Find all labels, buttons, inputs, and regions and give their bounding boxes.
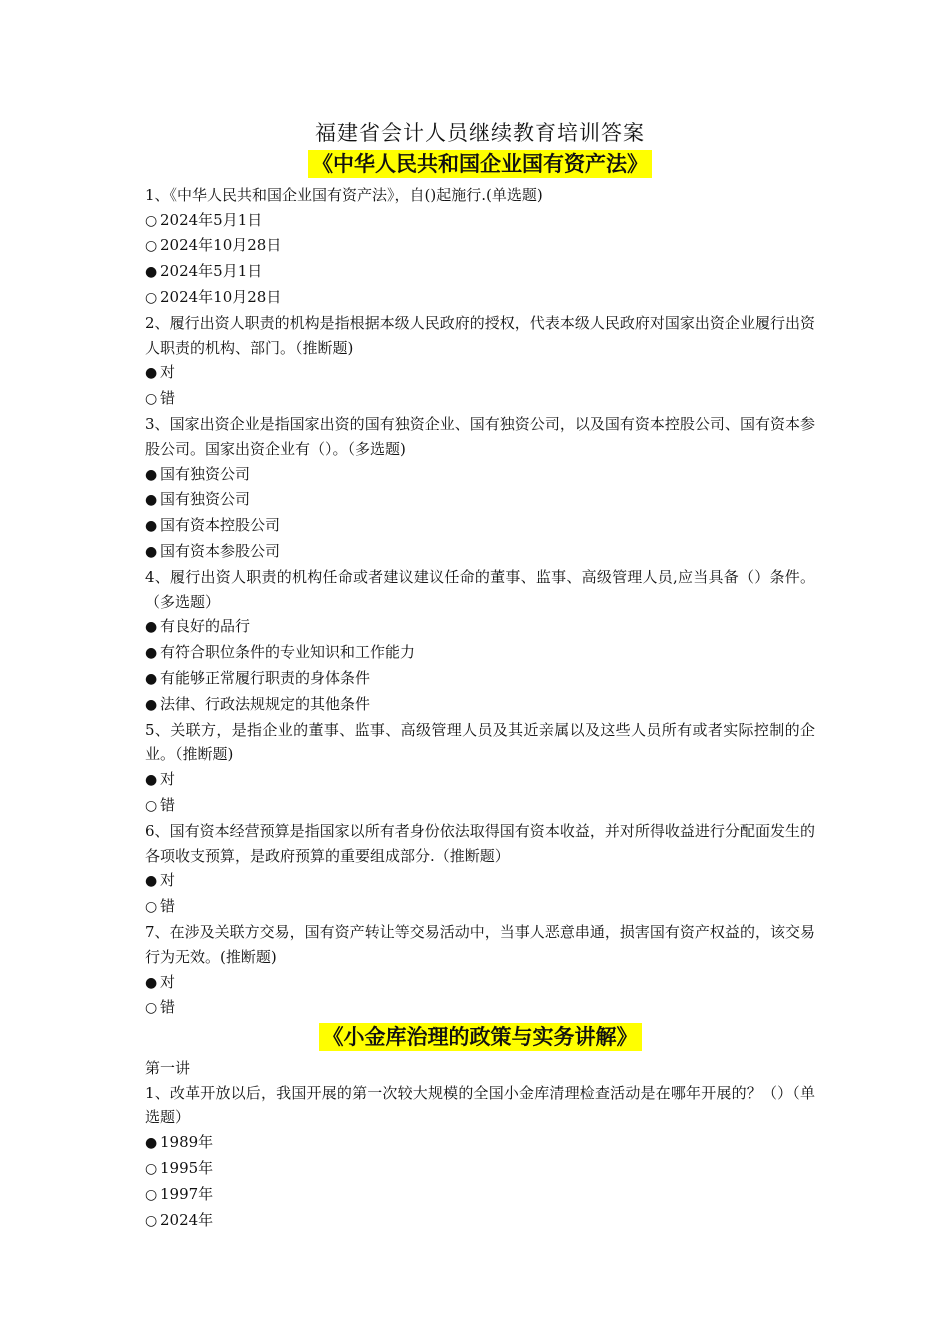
section-title: 《小金库治理的政策与实务讲解》 <box>319 1023 642 1051</box>
answer-option <box>145 1130 815 1156</box>
answer-option <box>145 868 815 894</box>
section-title-wrap <box>145 1023 815 1052</box>
answer-option-label: 错 <box>160 897 176 916</box>
answer-option-label: 对 <box>160 871 176 890</box>
answer-option-label: 2024年10月28日 <box>160 236 282 255</box>
sections-container <box>145 150 815 1233</box>
answer-option <box>145 539 815 565</box>
empty-circle-icon: ○ <box>145 391 158 408</box>
document-title: 福建省会计人员继续教育培训答案 <box>315 121 645 145</box>
section-title-wrap <box>145 150 815 179</box>
question-text: 1、改革开放以后，我国开展的第一次较大规模的全国小金库清理检查活动是在哪年开展的？（）（单选题） <box>145 1083 815 1127</box>
answer-option-label: 有良好的品行 <box>160 617 251 636</box>
answer-option-label: 1989年 <box>160 1133 214 1152</box>
answer-option <box>145 692 815 718</box>
answer-option-label: 2024年5月1日 <box>160 262 263 281</box>
answer-option-label: 国有独资公司 <box>160 464 251 483</box>
question-text: 4、履行出资人职责的机构任命或者建议建议任命的董事、监事、高级管理人员,应当具备（）条件。（多选题） <box>145 567 815 611</box>
answer-option-label: 错 <box>160 389 176 408</box>
filled-circle-icon: ● <box>145 543 158 560</box>
answer-option <box>145 462 815 488</box>
filled-circle-icon: ● <box>145 645 158 662</box>
answer-option <box>145 666 815 692</box>
answer-option-label: 1997年 <box>160 1184 214 1203</box>
answer-option-label: 国有独资公司 <box>160 490 251 509</box>
empty-circle-icon: ○ <box>145 899 158 916</box>
filled-circle-icon: ● <box>145 365 158 382</box>
answer-option-label: 错 <box>160 795 176 814</box>
filled-circle-icon: ● <box>145 1135 158 1152</box>
answer-option-label: 2024年10月28日 <box>160 287 282 306</box>
answer-option <box>145 360 815 386</box>
empty-circle-icon: ○ <box>145 212 158 229</box>
answer-option-label: 1995年 <box>160 1159 214 1178</box>
answer-option-label: 法律、行政法规规定的其他条件 <box>160 694 371 713</box>
answer-option-label: 国有资本控股公司 <box>160 516 281 535</box>
document-page <box>145 118 815 1233</box>
filled-circle-icon: ● <box>145 873 158 890</box>
question-text: 7、在涉及关联方交易，国有资产转让等交易活动中，当事人恶意串通，损害国有资产权益的，该交易行为无效。(推断题) <box>145 922 815 966</box>
answer-option <box>145 894 815 920</box>
answer-option <box>145 970 815 996</box>
question-text: 2、履行出资人职责的机构是指根据本级人民政府的授权，代表本级人民政府对国家出资企业履行出资人职责的机构、部门。（推断题) <box>145 313 815 357</box>
empty-circle-icon: ○ <box>145 1000 158 1017</box>
filled-circle-icon: ● <box>145 619 158 636</box>
answer-option <box>145 1156 815 1182</box>
filled-circle-icon: ● <box>145 492 158 509</box>
empty-circle-icon: ○ <box>145 797 158 814</box>
filled-circle-icon: ● <box>145 264 158 281</box>
answer-option <box>145 995 815 1021</box>
question-text: 6、国有资本经营预算是指国家以所有者身份依法取得国有资本收益，并对所得收益进行分配面发生的各项收支预算，是政府预算的重要组成部分.（推断题） <box>145 821 815 865</box>
answer-option-label: 国有资本参股公司 <box>160 541 281 560</box>
answer-option-label: 有符合职位条件的专业知识和工作能力 <box>160 643 416 662</box>
filled-circle-icon: ● <box>145 518 158 535</box>
filled-circle-icon: ● <box>145 974 158 991</box>
question-text: 3、国家出资企业是指国家出资的国有独资企业、国有独资公司，以及国有资本控股公司、国有资本参股公司。国家出资企业有（）。（多选题) <box>145 414 815 458</box>
empty-circle-icon: ○ <box>145 1212 158 1229</box>
answer-option-label: 对 <box>160 972 176 991</box>
answer-option <box>145 259 815 285</box>
filled-circle-icon: ● <box>145 696 158 713</box>
question-text: 1、《中华人民共和国企业国有资产法》，自()起施行.(单选题) <box>145 185 543 204</box>
answer-option <box>145 208 815 234</box>
answer-option <box>145 1208 815 1234</box>
answer-option <box>145 614 815 640</box>
answer-option <box>145 513 815 539</box>
answer-option-label: 对 <box>160 363 176 382</box>
answer-option <box>145 386 815 412</box>
section-subtitle: 第一讲 <box>145 1058 191 1077</box>
answer-option-label: 2024年5月1日 <box>160 210 263 229</box>
section-title: 《中华人民共和国企业国有资产法》 <box>308 150 652 178</box>
empty-circle-icon: ○ <box>145 289 158 306</box>
answer-option <box>145 1182 815 1208</box>
filled-circle-icon: ● <box>145 466 158 483</box>
answer-option <box>145 285 815 311</box>
empty-circle-icon: ○ <box>145 1186 158 1203</box>
answer-option <box>145 233 815 259</box>
answer-option <box>145 767 815 793</box>
answer-option <box>145 640 815 666</box>
answer-option <box>145 793 815 819</box>
empty-circle-icon: ○ <box>145 1161 158 1178</box>
question-text: 5、关联方，是指企业的董事、监事、高级管理人员及其近亲属以及这些人员所有或者实际控制的企业。（推断题) <box>145 720 815 764</box>
filled-circle-icon: ● <box>145 670 158 687</box>
answer-option-label: 错 <box>160 998 176 1017</box>
answer-option-label: 有能够正常履行职责的身体条件 <box>160 668 371 687</box>
answer-option <box>145 487 815 513</box>
answer-option-label: 对 <box>160 770 176 789</box>
empty-circle-icon: ○ <box>145 238 158 255</box>
filled-circle-icon: ● <box>145 772 158 789</box>
answer-option-label: 2024年 <box>160 1210 214 1229</box>
